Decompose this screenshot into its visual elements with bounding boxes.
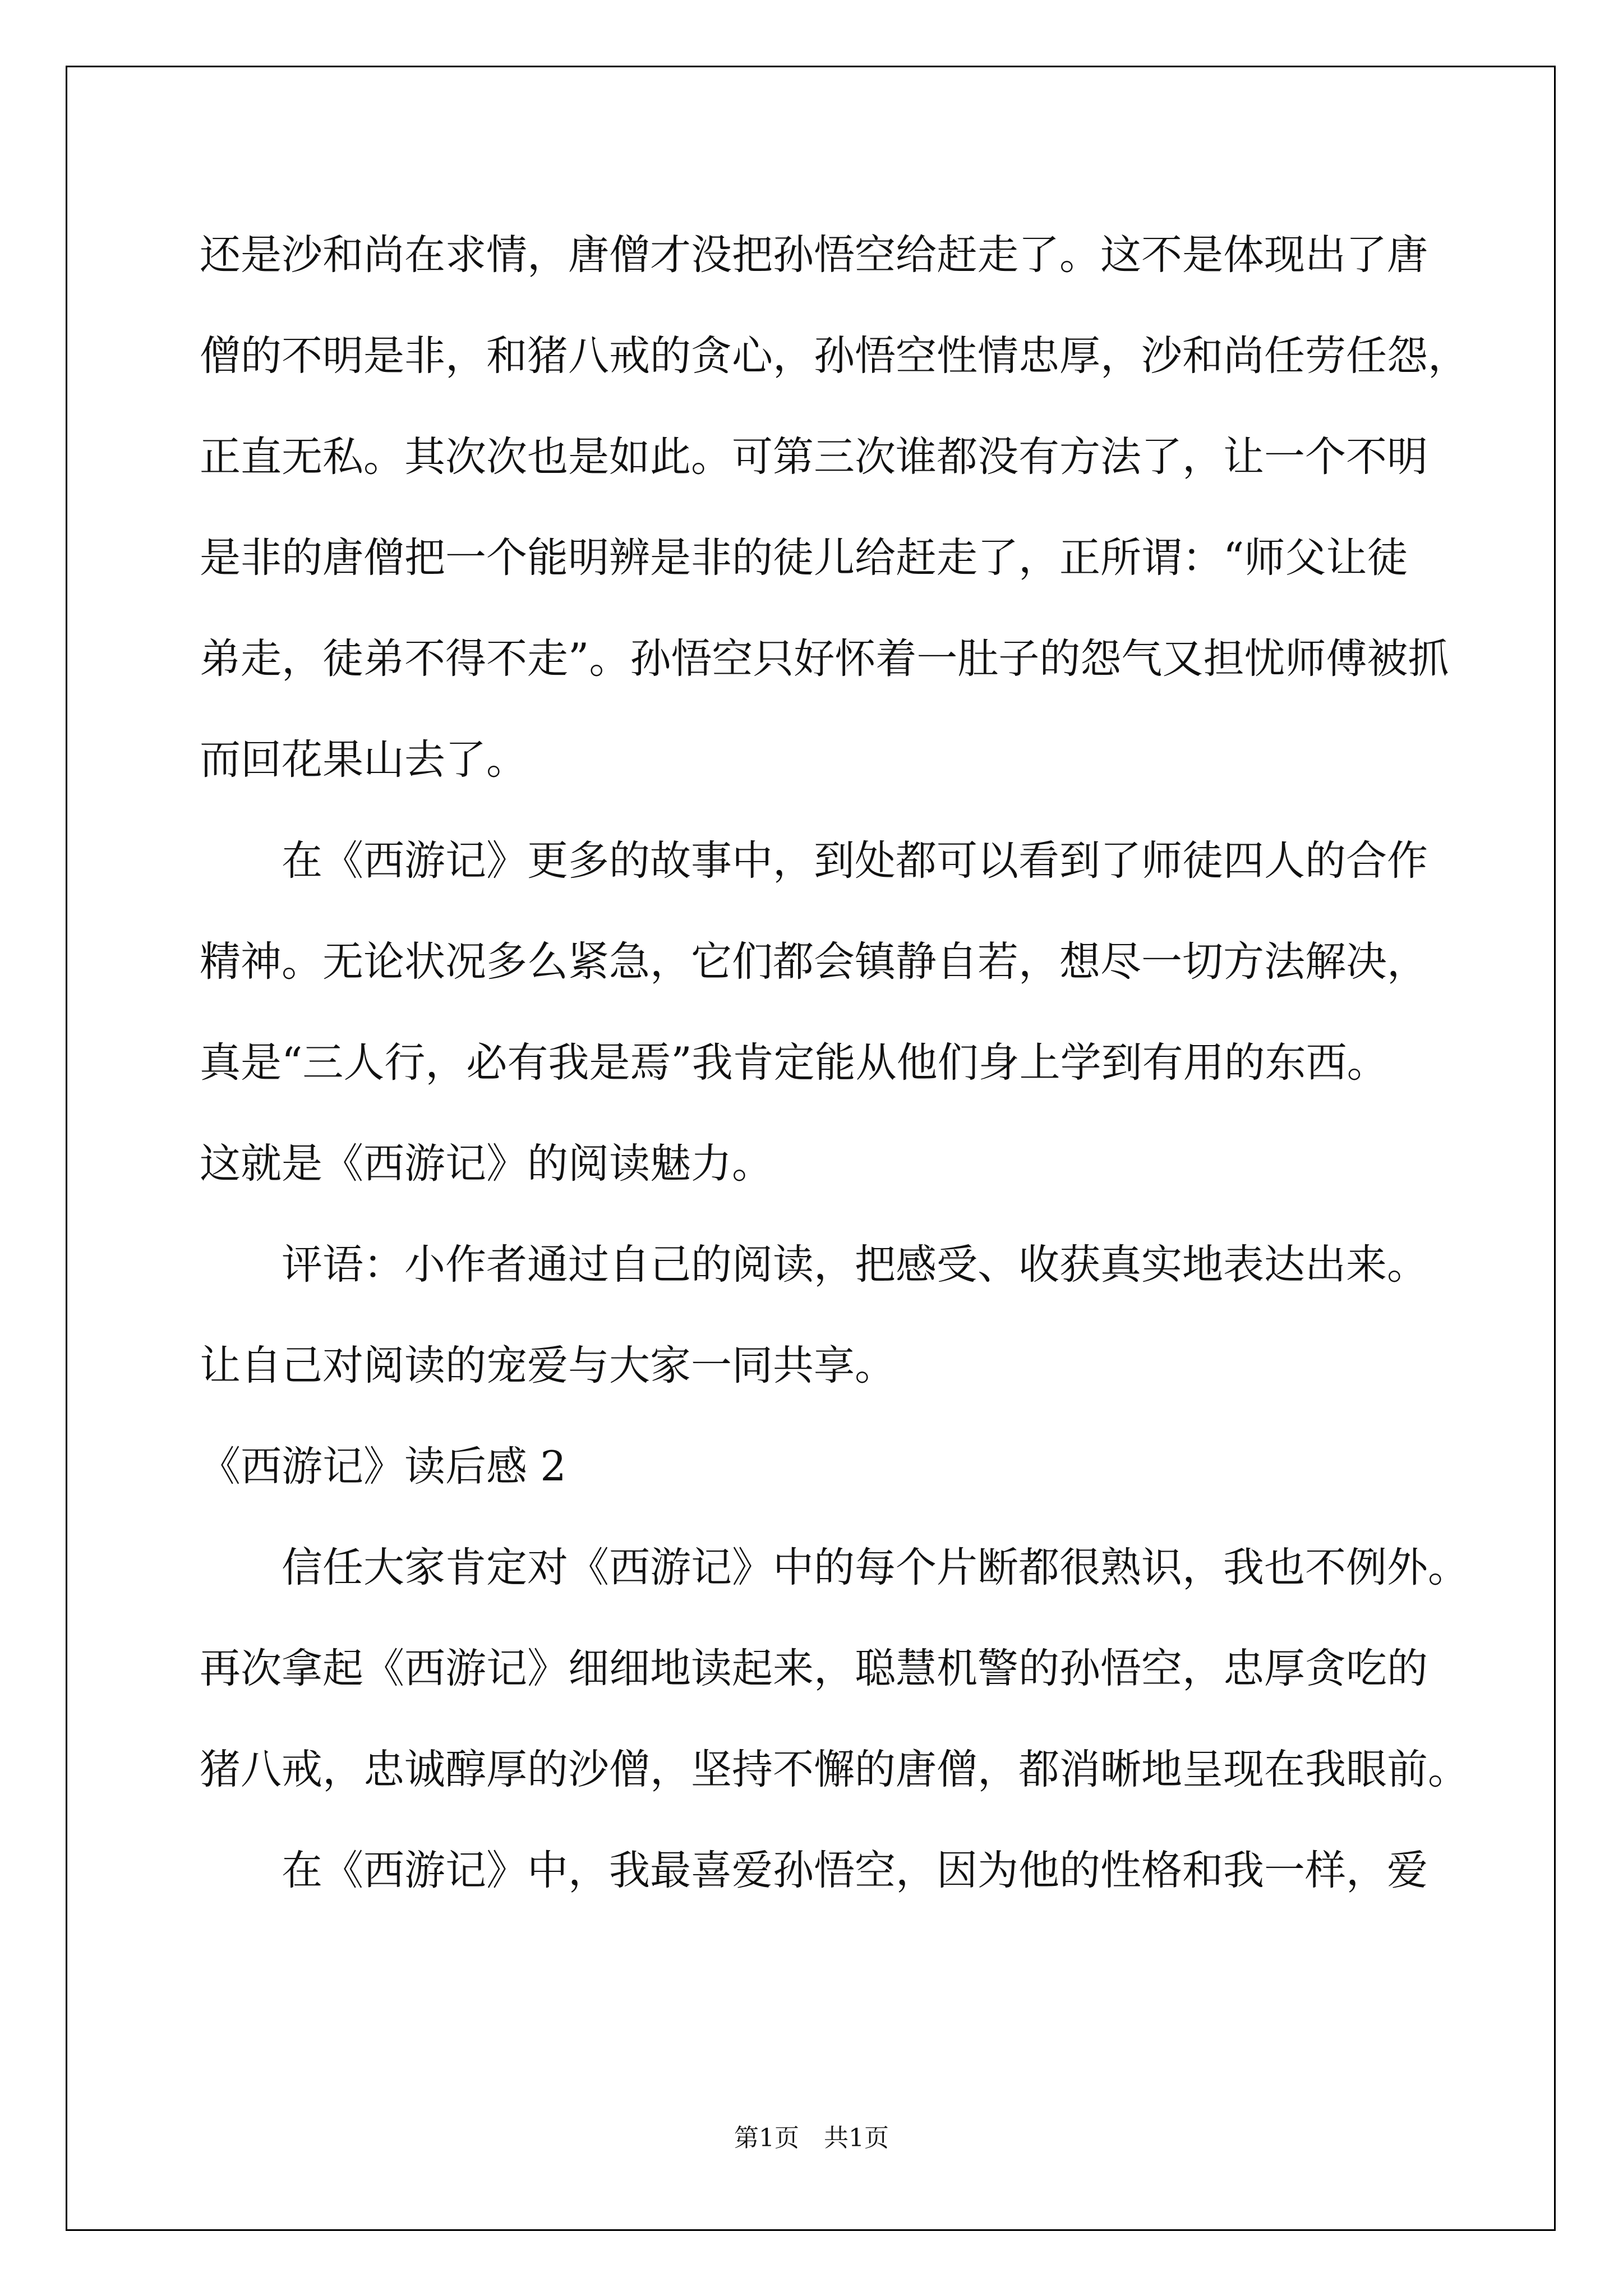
text-line: 真是“三人行，必有我是焉”我肯定能从他们身上学到有用的东西。	[200, 1039, 1388, 1087]
text-line: 在《西游记》中，我最喜爱孙悟空，因为他的性格和我一样，爱	[200, 1847, 1428, 1894]
text-line: 让自己对阅读的宠爱与大家一同共享。	[200, 1342, 896, 1389]
text-line: 正直无私。其次次也是如此。可第三次谁都没有方法了，让一个不明	[200, 433, 1428, 481]
text-line: 而回花果山去了。	[200, 736, 527, 784]
text-line: 在《西游记》更多的故事中，到处都可以看到了师徒四人的合作	[200, 837, 1428, 885]
page-number-footer: 第1页 共1页	[734, 2124, 889, 2152]
section-heading: 《西游记》读后感 2	[200, 1443, 566, 1490]
text-line: 是非的唐僧把一个能明辨是非的徒儿给赶走了，正所谓：“师父让徒	[200, 534, 1408, 582]
text-line: 评语：小作者通过自己的阅读，把感受、收获真实地表达出来。	[200, 1241, 1428, 1289]
text-line: 这就是《西游记》的阅读魅力。	[200, 1140, 773, 1188]
text-line: 再次拿起《西游记》细细地读起来，聪慧机警的孙悟空，忠厚贪吃的	[200, 1645, 1428, 1692]
text-line: 精神。无论状况多么紧急，它们都会镇静自若，想尽一切方法解决，	[200, 938, 1428, 986]
text-line: 猪八戒，忠诚醇厚的沙僧，坚持不懈的唐僧，都消晰地呈现在我眼前。	[200, 1746, 1469, 1793]
text-line: 僧的不明是非，和猪八戒的贪心，孙悟空性情忠厚，沙和尚任劳任怨，	[200, 332, 1469, 380]
text-line: 信任大家肯定对《西游记》中的每个片断都很熟识，我也不例外。	[200, 1544, 1469, 1591]
text-line: 弟走，徒弟不得不走”。孙悟空只好怀着一肚子的怨气又担忧师傅被抓	[200, 635, 1449, 683]
text-line: 还是沙和尚在求情，唐僧才没把孙悟空给赶走了。这不是体现出了唐	[200, 231, 1428, 279]
